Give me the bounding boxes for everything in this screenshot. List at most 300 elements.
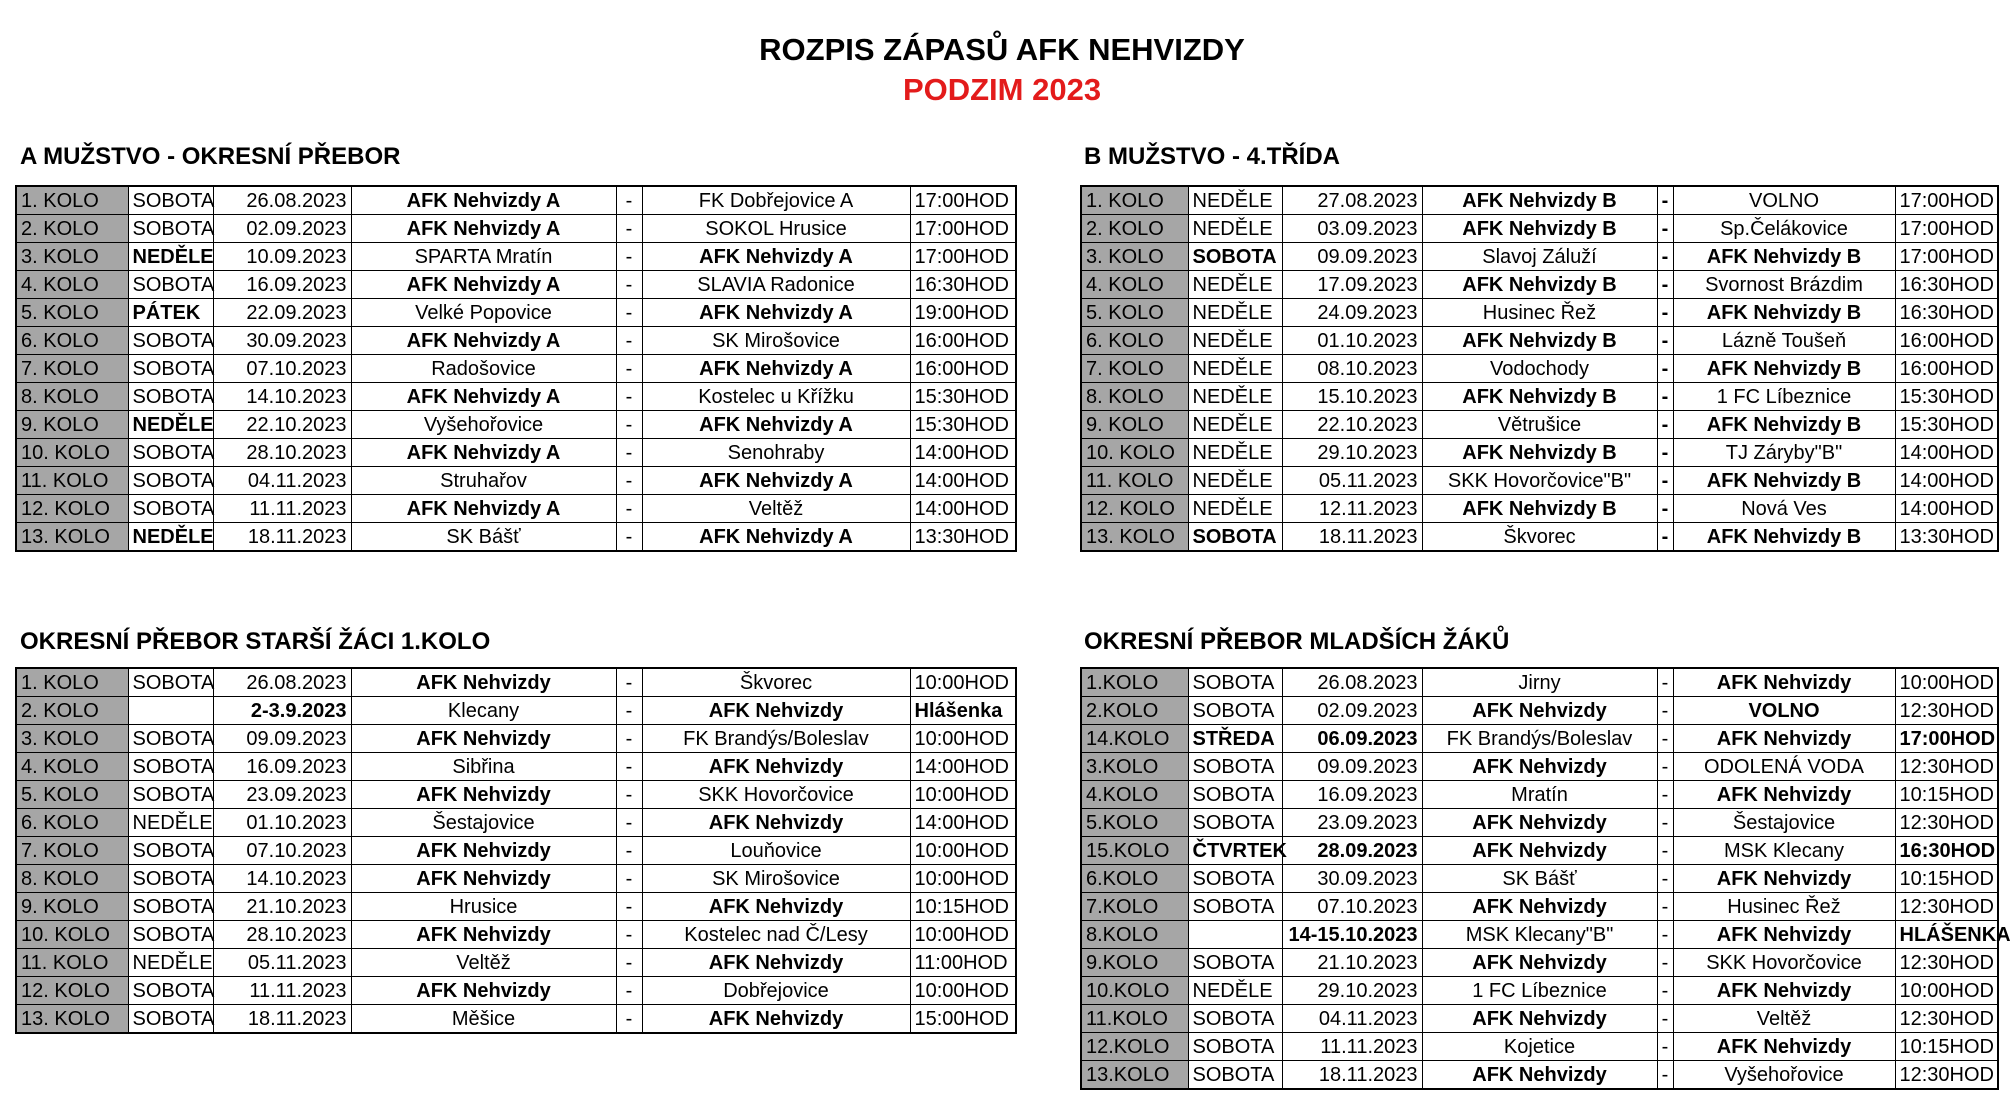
away-team-cell: AFK Nehvizdy (642, 893, 910, 921)
date-cell: 04.11.2023 (1282, 1005, 1422, 1033)
away-team-cell: Nová Ves (1673, 495, 1895, 523)
separator-cell: - (1657, 977, 1673, 1005)
date-cell: 30.09.2023 (213, 327, 351, 355)
day-cell: SOBOTA (128, 495, 213, 523)
day-cell: NEDĚLE (128, 809, 213, 837)
date-cell: 02.09.2023 (1282, 697, 1422, 725)
table-row (16, 495, 1016, 523)
away-team-cell: AFK Nehvizdy B (1673, 411, 1895, 439)
table-row (1081, 865, 1998, 893)
date-cell: 07.10.2023 (213, 837, 351, 865)
day-cell: NEDĚLE (1188, 439, 1282, 467)
table-row (16, 837, 1016, 865)
round-cell: 11. KOLO (16, 467, 128, 495)
day-cell: SOBOTA (1188, 753, 1282, 781)
date-cell: 01.10.2023 (213, 809, 351, 837)
away-team-cell: AFK Nehvizdy B (1673, 243, 1895, 271)
day-cell: NEDĚLE (1188, 495, 1282, 523)
date-cell: 16.09.2023 (1282, 781, 1422, 809)
round-cell: 9. KOLO (16, 893, 128, 921)
date-cell: 29.10.2023 (1282, 977, 1422, 1005)
table-row (1081, 837, 1998, 865)
table-row (1081, 668, 1998, 697)
kickoff-time-cell: 12:30HOD (1895, 809, 1998, 837)
away-team-cell: AFK Nehvizdy A (642, 299, 910, 327)
table-row (1081, 725, 1998, 753)
home-team-cell: AFK Nehvizdy (1422, 1061, 1657, 1090)
home-team-cell: AFK Nehvizdy (1422, 697, 1657, 725)
date-cell: 07.10.2023 (213, 355, 351, 383)
away-team-cell: AFK Nehvizdy (1673, 668, 1895, 697)
day-cell: SOBOTA (128, 467, 213, 495)
separator-cell: - (616, 837, 642, 865)
date-cell: 11.11.2023 (213, 495, 351, 523)
away-team-cell: VOLNO (1673, 697, 1895, 725)
day-cell: SOBOTA (128, 865, 213, 893)
day-cell: NEDĚLE (1188, 977, 1282, 1005)
separator-cell: - (1657, 725, 1673, 753)
round-cell: 4.KOLO (1081, 781, 1188, 809)
date-cell: 09.09.2023 (1282, 753, 1422, 781)
home-team-cell: AFK Nehvizdy (351, 668, 616, 697)
away-team-cell: AFK Nehvizdy (1673, 865, 1895, 893)
table-row (1081, 383, 1998, 411)
away-team-cell: TJ Záryby"B" (1673, 439, 1895, 467)
home-team-cell: AFK Nehvizdy B (1422, 495, 1657, 523)
day-cell: SOBOTA (1188, 809, 1282, 837)
kickoff-time-cell: 14:00HOD (910, 467, 1016, 495)
date-cell: 12.11.2023 (1282, 495, 1422, 523)
table-row (16, 411, 1016, 439)
home-team-cell: AFK Nehvizdy B (1422, 215, 1657, 243)
separator-cell: - (1657, 299, 1673, 327)
round-cell: 3. KOLO (16, 243, 128, 271)
away-team-cell: SKK Hovorčovice (642, 781, 910, 809)
kickoff-time-cell: 14:00HOD (910, 495, 1016, 523)
day-cell: SOBOTA (128, 383, 213, 411)
round-cell: 11. KOLO (1081, 467, 1188, 495)
table-row (16, 697, 1016, 725)
kickoff-time-cell: 17:00HOD (1895, 725, 1998, 753)
home-team-cell: Klecany (351, 697, 616, 725)
day-cell (128, 697, 213, 725)
kickoff-time-cell: 12:30HOD (1895, 893, 1998, 921)
table-row (16, 327, 1016, 355)
separator-cell: - (616, 753, 642, 781)
kickoff-time-cell: 10:15HOD (910, 893, 1016, 921)
separator-cell: - (616, 327, 642, 355)
date-cell: 23.09.2023 (1282, 809, 1422, 837)
kickoff-time-cell: 16:30HOD (1895, 271, 1998, 299)
date-cell: 06.09.2023 (1282, 725, 1422, 753)
away-team-cell: Husinec Řež (1673, 893, 1895, 921)
table-row (16, 271, 1016, 299)
day-cell: NEDĚLE (1188, 467, 1282, 495)
round-cell: 15.KOLO (1081, 837, 1188, 865)
away-team-cell: SKK Hovorčovice (1673, 949, 1895, 977)
kickoff-time-cell: 16:00HOD (1895, 327, 1998, 355)
date-cell: 02.09.2023 (213, 215, 351, 243)
day-cell: SOBOTA (128, 753, 213, 781)
separator-cell: - (1657, 949, 1673, 977)
home-team-cell: SPARTA Mratín (351, 243, 616, 271)
separator-cell: - (616, 1005, 642, 1034)
home-team-cell: AFK Nehvizdy A (351, 383, 616, 411)
table-row (16, 865, 1016, 893)
schedule-table-a-team (15, 185, 1017, 552)
kickoff-time-cell: 19:00HOD (910, 299, 1016, 327)
separator-cell: - (616, 725, 642, 753)
home-team-cell: SK Bášť (1422, 865, 1657, 893)
schedule-table-younger-pupils (1080, 667, 2011, 1090)
round-cell: 11. KOLO (16, 949, 128, 977)
kickoff-time-cell: 12:30HOD (1895, 753, 1998, 781)
date-cell: 14.10.2023 (213, 383, 351, 411)
kickoff-time-cell: 12:30HOD (1895, 1005, 1998, 1033)
table-row (1081, 327, 1998, 355)
separator-cell: - (1657, 383, 1673, 411)
away-team-cell: Senohraby (642, 439, 910, 467)
table-row (1081, 893, 1998, 921)
day-cell: SOBOTA (1188, 949, 1282, 977)
table-row (1081, 921, 1998, 949)
schedule-table-older-pupils (15, 667, 1017, 1034)
home-team-cell: Kojetice (1422, 1033, 1657, 1061)
round-cell: 3. KOLO (1081, 243, 1188, 271)
day-cell: NEDĚLE (1188, 271, 1282, 299)
separator-cell: - (616, 186, 642, 215)
table-row (1081, 949, 1998, 977)
table-row (16, 215, 1016, 243)
table-row (1081, 467, 1998, 495)
kickoff-time-cell: 15:30HOD (1895, 383, 1998, 411)
kickoff-time-cell: 16:30HOD (1895, 837, 1998, 865)
kickoff-time-cell: 17:00HOD (1895, 215, 1998, 243)
separator-cell: - (1657, 495, 1673, 523)
date-cell: 18.11.2023 (1282, 523, 1422, 552)
away-team-cell: AFK Nehvizdy (1673, 781, 1895, 809)
day-cell: NEDĚLE (1188, 327, 1282, 355)
table-row (16, 668, 1016, 697)
table-row (1081, 1061, 1998, 1090)
table-row (16, 949, 1016, 977)
round-cell: 6. KOLO (16, 809, 128, 837)
kickoff-time-cell: 15:30HOD (910, 411, 1016, 439)
away-team-cell: AFK Nehvizdy (1673, 977, 1895, 1005)
round-cell: 5. KOLO (16, 781, 128, 809)
date-cell: 29.10.2023 (1282, 439, 1422, 467)
kickoff-time-cell: 14:00HOD (910, 753, 1016, 781)
away-team-cell: ODOLENÁ VODA (1673, 753, 1895, 781)
round-cell: 1. KOLO (16, 186, 128, 215)
day-cell: SOBOTA (1188, 697, 1282, 725)
home-team-cell: AFK Nehvizdy (1422, 753, 1657, 781)
separator-cell: - (1657, 1005, 1673, 1033)
day-cell: NEDĚLE (1188, 383, 1282, 411)
home-team-cell: Škvorec (1422, 523, 1657, 552)
kickoff-time-cell: 14:00HOD (910, 809, 1016, 837)
home-team-cell: Velké Popovice (351, 299, 616, 327)
day-cell: SOBOTA (1188, 1061, 1282, 1090)
kickoff-time-cell: 13:30HOD (910, 523, 1016, 552)
kickoff-time-cell: 15:30HOD (1895, 411, 1998, 439)
home-team-cell: Husinec Řež (1422, 299, 1657, 327)
separator-cell: - (1657, 215, 1673, 243)
separator-cell: - (616, 467, 642, 495)
day-cell: NEDĚLE (128, 243, 213, 271)
away-team-cell: AFK Nehvizdy (642, 753, 910, 781)
home-team-cell: Vyšehořovice (351, 411, 616, 439)
separator-cell: - (1657, 781, 1673, 809)
table-row (16, 1005, 1016, 1034)
date-cell: 17.09.2023 (1282, 271, 1422, 299)
kickoff-time-cell: 12:30HOD (1895, 697, 1998, 725)
away-team-cell: AFK Nehvizdy (1673, 1033, 1895, 1061)
round-cell: 1.KOLO (1081, 668, 1188, 697)
away-team-cell: AFK Nehvizdy (642, 949, 910, 977)
home-team-cell: 1 FC Líbeznice (1422, 977, 1657, 1005)
separator-cell: - (1657, 186, 1673, 215)
round-cell: 9. KOLO (1081, 411, 1188, 439)
separator-cell: - (616, 411, 642, 439)
page-title: ROZPIS ZÁPASŮ AFK NEHVIZDY (759, 32, 1245, 67)
heading-a-team: A MUŽSTVO - OKRESNÍ PŘEBOR (20, 143, 401, 170)
separator-cell: - (616, 809, 642, 837)
away-team-cell: AFK Nehvizdy B (1673, 523, 1895, 552)
day-cell: SOBOTA (1188, 668, 1282, 697)
heading-b-team: B MUŽSTVO - 4.TŘÍDA (1084, 143, 1340, 170)
round-cell: 3. KOLO (16, 725, 128, 753)
home-team-cell: AFK Nehvizdy (351, 977, 616, 1005)
round-cell: 6.KOLO (1081, 865, 1188, 893)
day-cell: SOBOTA (128, 977, 213, 1005)
home-team-cell: Měšice (351, 1005, 616, 1034)
round-cell: 5.KOLO (1081, 809, 1188, 837)
separator-cell: - (1657, 327, 1673, 355)
kickoff-time-cell: 10:00HOD (910, 781, 1016, 809)
date-cell: 16.09.2023 (213, 753, 351, 781)
day-cell: SOBOTA (1188, 893, 1282, 921)
table-row (1081, 523, 1998, 552)
day-cell: SOBOTA (128, 725, 213, 753)
round-cell: 10.KOLO (1081, 977, 1188, 1005)
kickoff-time-cell: 11:00HOD (910, 949, 1016, 977)
date-cell: 28.10.2023 (213, 439, 351, 467)
kickoff-time-cell: 16:00HOD (1895, 355, 1998, 383)
table-row (1081, 411, 1998, 439)
round-cell: 8. KOLO (1081, 383, 1188, 411)
separator-cell: - (616, 383, 642, 411)
heading-younger-pupils: OKRESNÍ PŘEBOR MLADŠÍCH ŽÁKŮ (1084, 628, 1510, 655)
date-cell: 22.09.2023 (213, 299, 351, 327)
date-cell: 26.08.2023 (1282, 668, 1422, 697)
kickoff-time-cell: 10:00HOD (910, 977, 1016, 1005)
kickoff-time-cell: 17:00HOD (910, 215, 1016, 243)
home-team-cell: Sibřina (351, 753, 616, 781)
separator-cell: - (1657, 697, 1673, 725)
day-cell: SOBOTA (1188, 865, 1282, 893)
home-team-cell: AFK Nehvizdy (351, 865, 616, 893)
away-team-cell: Lázně Toušeň (1673, 327, 1895, 355)
home-team-cell: Jirny (1422, 668, 1657, 697)
date-cell: 30.09.2023 (1282, 865, 1422, 893)
kickoff-time-cell: Hlášenka (910, 697, 1016, 725)
page-subtitle: PODZIM 2023 (902, 72, 1102, 107)
separator-cell: - (616, 781, 642, 809)
home-team-cell: AFK Nehvizdy A (351, 215, 616, 243)
day-cell: NEDĚLE (1188, 299, 1282, 327)
away-team-cell: Škvorec (642, 668, 910, 697)
away-team-cell: AFK Nehvizdy A (642, 467, 910, 495)
separator-cell: - (616, 439, 642, 467)
away-team-cell: Veltěž (1673, 1005, 1895, 1033)
day-cell: SOBOTA (128, 215, 213, 243)
round-cell: 2.KOLO (1081, 697, 1188, 725)
date-cell: 22.10.2023 (1282, 411, 1422, 439)
away-team-cell: AFK Nehvizdy (642, 697, 910, 725)
home-team-cell: AFK Nehvizdy A (351, 439, 616, 467)
table-row (16, 355, 1016, 383)
home-team-cell: MSK Klecany"B" (1422, 921, 1657, 949)
day-cell: SOBOTA (1188, 523, 1282, 552)
day-cell: NEDĚLE (128, 523, 213, 552)
separator-cell: - (616, 271, 642, 299)
home-team-cell: Vodochody (1422, 355, 1657, 383)
round-cell: 4. KOLO (1081, 271, 1188, 299)
date-cell: 23.09.2023 (213, 781, 351, 809)
home-team-cell: Šestajovice (351, 809, 616, 837)
kickoff-time-cell: 12:30HOD (1895, 1061, 1998, 1090)
round-cell: 8. KOLO (16, 865, 128, 893)
table-row (16, 725, 1016, 753)
separator-cell: - (616, 215, 642, 243)
home-team-cell: SK Bášť (351, 523, 616, 552)
away-team-cell: MSK Klecany (1673, 837, 1895, 865)
home-team-cell: AFK Nehvizdy A (351, 186, 616, 215)
table-row (1081, 355, 1998, 383)
home-team-cell: Veltěž (351, 949, 616, 977)
home-team-cell: AFK Nehvizdy (1422, 809, 1657, 837)
day-cell: NEDĚLE (1188, 215, 1282, 243)
date-cell: 05.11.2023 (213, 949, 351, 977)
kickoff-time-cell: 14:00HOD (1895, 467, 1998, 495)
separator-cell: - (1657, 837, 1673, 865)
date-cell: 09.09.2023 (1282, 243, 1422, 271)
away-team-cell: AFK Nehvizdy (642, 809, 910, 837)
kickoff-time-cell: 13:30HOD (1895, 523, 1998, 552)
separator-cell: - (1657, 243, 1673, 271)
home-team-cell: Radošovice (351, 355, 616, 383)
round-cell: 13. KOLO (1081, 523, 1188, 552)
home-team-cell: FK Brandýs/Boleslav (1422, 725, 1657, 753)
table-row (1081, 977, 1998, 1005)
day-cell: SOBOTA (1188, 1005, 1282, 1033)
date-cell: 10.09.2023 (213, 243, 351, 271)
day-cell: SOBOTA (128, 781, 213, 809)
date-cell: 15.10.2023 (1282, 383, 1422, 411)
separator-cell: - (1657, 809, 1673, 837)
away-team-cell: SLAVIA Radonice (642, 271, 910, 299)
day-cell: ČTVRTEK (1188, 837, 1282, 865)
round-cell: 10. KOLO (16, 921, 128, 949)
home-team-cell: AFK Nehvizdy B (1422, 327, 1657, 355)
round-cell: 5. KOLO (1081, 299, 1188, 327)
away-team-cell: SOKOL Hrusice (642, 215, 910, 243)
separator-cell: - (1657, 355, 1673, 383)
round-cell: 4. KOLO (16, 753, 128, 781)
away-team-cell: Svornost Brázdim (1673, 271, 1895, 299)
day-cell: NEDĚLE (128, 411, 213, 439)
away-team-cell: FK Brandýs/Boleslav (642, 725, 910, 753)
table-row (1081, 215, 1998, 243)
day-cell: SOBOTA (128, 893, 213, 921)
kickoff-time-cell: 16:00HOD (910, 355, 1016, 383)
separator-cell: - (616, 893, 642, 921)
kickoff-time-cell: 14:00HOD (1895, 439, 1998, 467)
separator-cell: - (616, 921, 642, 949)
date-cell: 07.10.2023 (1282, 893, 1422, 921)
away-team-cell: Dobřejovice (642, 977, 910, 1005)
separator-cell: - (616, 523, 642, 552)
kickoff-time-cell: 10:00HOD (1895, 668, 1998, 697)
home-team-cell: Větrušice (1422, 411, 1657, 439)
separator-cell: - (616, 355, 642, 383)
table-row (16, 893, 1016, 921)
round-cell: 12.KOLO (1081, 1033, 1188, 1061)
kickoff-time-cell: 10:00HOD (910, 865, 1016, 893)
separator-cell: - (1657, 921, 1673, 949)
round-cell: 2. KOLO (16, 215, 128, 243)
table-row (1081, 186, 1998, 215)
table-row (16, 186, 1016, 215)
kickoff-time-cell: 10:15HOD (1895, 865, 1998, 893)
separator-cell: - (1657, 753, 1673, 781)
table-row (1081, 243, 1998, 271)
away-team-cell: AFK Nehvizdy (642, 1005, 910, 1034)
kickoff-time-cell: 10:00HOD (1895, 977, 1998, 1005)
home-team-cell: AFK Nehvizdy (351, 725, 616, 753)
separator-cell: - (1657, 893, 1673, 921)
round-cell: 10. KOLO (16, 439, 128, 467)
away-team-cell: FK Dobřejovice A (642, 186, 910, 215)
away-team-cell: VOLNO (1673, 186, 1895, 215)
date-cell: 05.11.2023 (1282, 467, 1422, 495)
round-cell: 2. KOLO (1081, 215, 1188, 243)
kickoff-time-cell: 15:00HOD (910, 1005, 1016, 1034)
date-cell: 2-3.9.2023 (213, 697, 351, 725)
separator-cell: - (616, 495, 642, 523)
separator-cell: - (1657, 1033, 1673, 1061)
home-team-cell: Slavoj Záluží (1422, 243, 1657, 271)
away-team-cell: AFK Nehvizdy (1673, 725, 1895, 753)
day-cell: SOBOTA (1188, 1033, 1282, 1061)
round-cell: 3.KOLO (1081, 753, 1188, 781)
date-cell: 18.11.2023 (213, 523, 351, 552)
table-row (16, 299, 1016, 327)
home-team-cell: AFK Nehvizdy B (1422, 383, 1657, 411)
day-cell (1188, 921, 1282, 949)
separator-cell: - (616, 243, 642, 271)
day-cell: SOBOTA (128, 921, 213, 949)
home-team-cell: SKK Hovorčovice"B" (1422, 467, 1657, 495)
table-row (16, 753, 1016, 781)
separator-cell: - (616, 697, 642, 725)
day-cell: SOBOTA (128, 271, 213, 299)
date-cell: 28.09.2023 (1282, 837, 1422, 865)
away-team-cell: SK Mirošovice (642, 327, 910, 355)
home-team-cell: AFK Nehvizdy B (1422, 439, 1657, 467)
round-cell: 11.KOLO (1081, 1005, 1188, 1033)
